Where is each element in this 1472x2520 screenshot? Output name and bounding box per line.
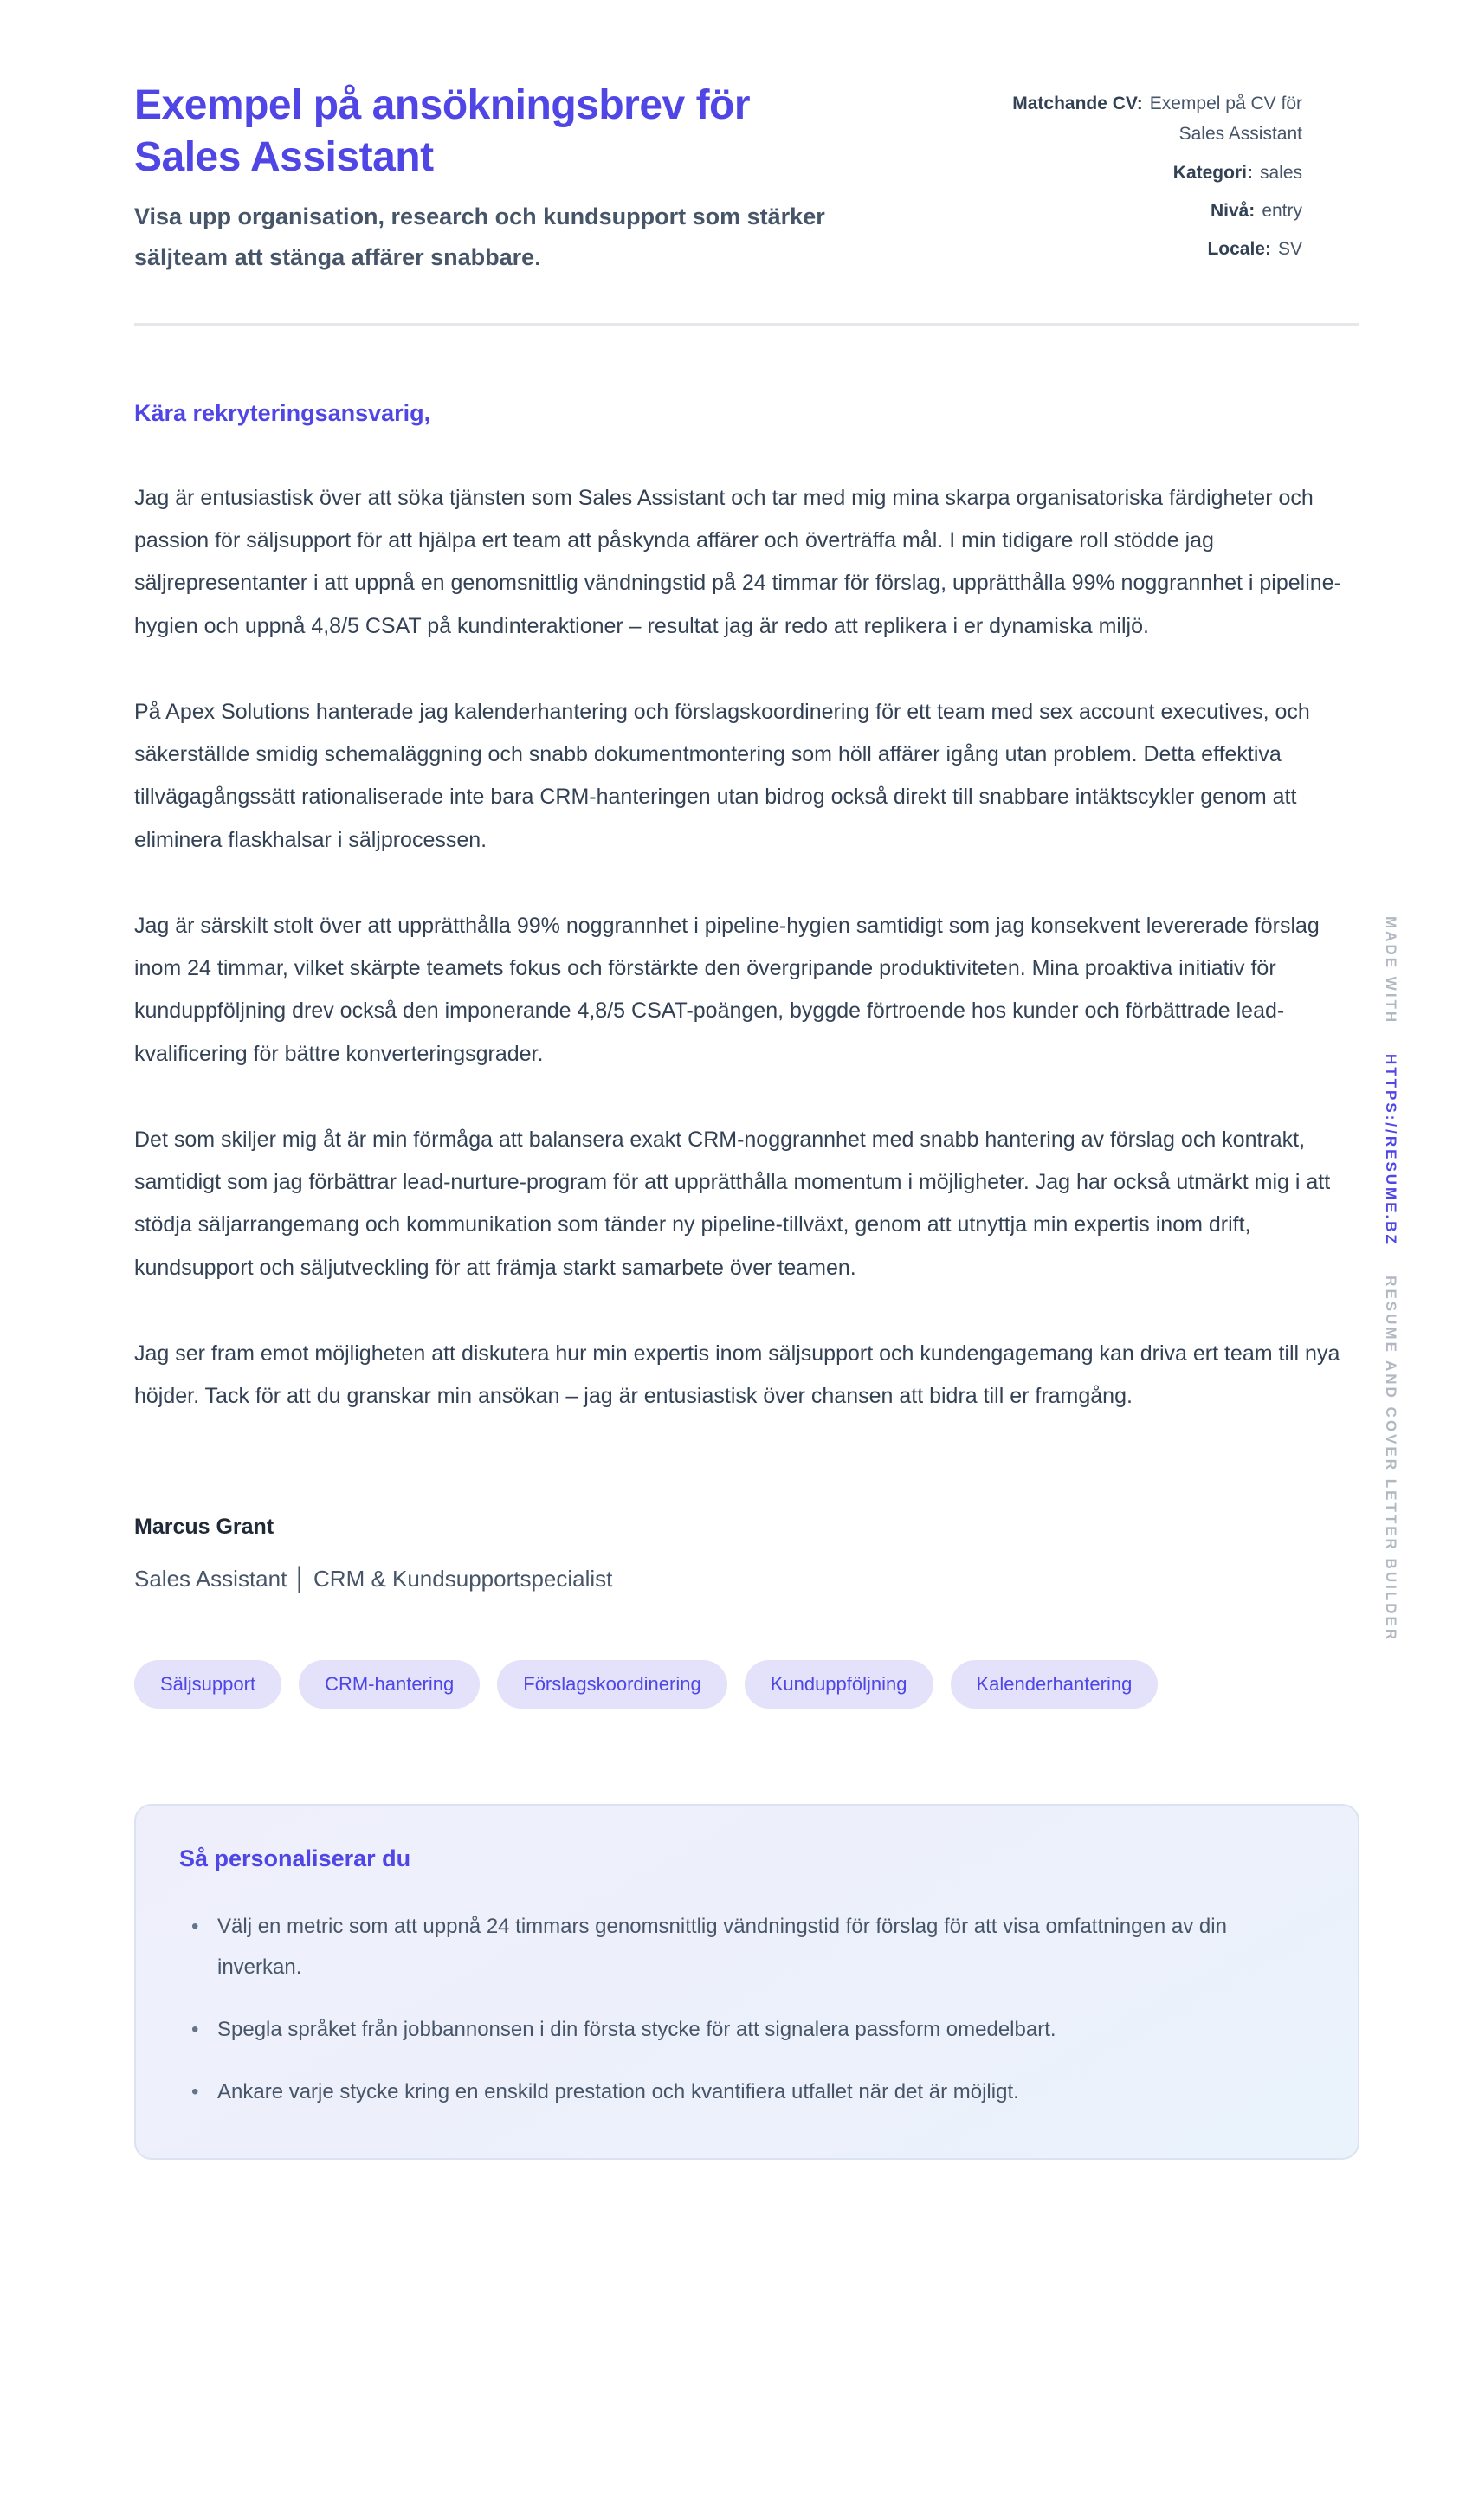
tips-list xyxy=(179,1907,1314,2112)
tips-title: Så personaliserar du xyxy=(179,1845,411,1872)
meta-label-matching-cv: Matchande CV: xyxy=(1012,94,1143,113)
meta-category xyxy=(987,158,1302,188)
meta-label-level: Nivå: xyxy=(1210,200,1256,221)
letter-paragraph-1: Jag är entusiastisk över att söka tjänsten som Sales Assistant och tar med mig mina skarpa organisatoriska färdigheter och passion för säljsupport för att hjälpa ert team att påskynda affärer och överträffa mål. I min tidigare roll stödde jag säljrepresentanter i att uppnå en genomsnittlig vändningstid på 24 timmar för förslag, upprätthålla 99% noggrannhet i pipeline-hygien och uppnå 4,8/5 CSAT på kundinteraktioner – resultat jag är redo att replikera i er dynamiska miljö. xyxy=(134,485,1341,638)
watermark-builder-label: RESUME AND COVER LETTER BUILDER xyxy=(1383,1276,1399,1643)
meta-value-locale: SV xyxy=(1277,239,1302,260)
meta-label-category: Kategori: xyxy=(1172,162,1253,183)
meta-panel xyxy=(987,80,1359,272)
tip-item-2: • Spegla språket från jobbannonsen i din första stycke för att signalera passform omedelbart. xyxy=(179,2010,1314,2050)
tip-item-3: • Ankare varje stycke kring en enskild prestation och kvantifiera utfallet när det är möjligt. xyxy=(179,2072,1314,2112)
header xyxy=(134,80,1359,278)
signature-block xyxy=(134,1515,1359,1593)
skill-pill-kalenderhantering: Kalenderhantering xyxy=(951,1660,1159,1709)
personalization-tips-box xyxy=(134,1804,1359,2159)
letter-paragraph-5: Jag ser fram emot möjligheten att diskutera hur min expertis inom säljsupport och kundengagemang kan driva ert team till nya höjder. Tack för att du granskar min ansökan – jag är entusiastisk över chansen att bidra till er framgång. xyxy=(134,1341,1340,1409)
meta-value-level: entry xyxy=(1262,200,1302,221)
made-with-watermark xyxy=(1382,916,1399,1642)
header-title-block xyxy=(134,80,827,278)
letter-paragraph-4: Det som skiljer mig åt är min förmåga att balansera exakt CRM-noggrannhet med snabb hantering av förslag och kontrakt, samtidigt som jag förbättrar lead-nurture-program för att upprätthålla momentum i möjligheter. Jag har också utmärkt mig i att stödja säljarrangemang och kommunikation som tänder ny pipeline-tillväxt, genom att utnyttja min expertis inom drift, kundsupport och säljutveckling för att främja starkt samarbete över teamen. xyxy=(134,1127,1331,1280)
skill-pill-saljsupport: Säljsupport xyxy=(134,1660,281,1709)
page-subtitle: Visa upp organisation, research och kundsupport som stärker säljteam att stänga affärer snabbare. xyxy=(134,203,825,270)
meta-value-matching-cv: Exempel på CV för Sales Assistant xyxy=(1149,94,1302,145)
meta-locale xyxy=(987,234,1302,264)
letter-greeting: Kära rekryteringsansvarig, xyxy=(134,399,431,426)
letter-paragraph-3: Jag är särskilt stolt över att upprätthålla 99% noggrannhet i pipeline-hygien samtidigt som jag konsekvent levererade förslag inom 24 timmar, vilket skärpte teamets fokus och förstärkte den övergripande produktiviteten. Mina proaktiva initiativ för kunduppföljning drev också den imponerande 4,8/5 CSAT-poängen, byggde förtroende hos kunder och förbättrade lead-kvalificering för bättre konverteringsgrader. xyxy=(134,913,1320,1066)
signature-name: Marcus Grant xyxy=(134,1515,274,1540)
watermark-made-with-label: MADE WITH xyxy=(1383,916,1399,1025)
meta-value-category: sales xyxy=(1259,162,1302,183)
letter-paragraph-2: På Apex Solutions hanterade jag kalenderhantering och förslagskoordinering för ett team med sex account executives, och säkerställde smidig schemaläggning och snabb dokumentmontering som höll affärer igång utan problem. Detta effektiva tillvägagångssätt rationaliserade inte bara CRM-hanteringen utan bidrog också direkt till snabbare intäktscykler genom att eliminera flaskhalsar i säljprocessen. xyxy=(134,699,1310,852)
skill-tags xyxy=(134,1660,1359,1709)
page-title: Exempel på ansökningsbrev för Sales Assistant xyxy=(134,82,751,181)
signature-role: Sales Assistant │ CRM & Kundsupportspecialist xyxy=(134,1566,613,1593)
skill-pill-crm-hantering: CRM-hantering xyxy=(299,1660,480,1709)
cover-letter-body xyxy=(134,400,1359,1593)
resume-bz-link[interactable]: HTTPS://RESUME.BZ xyxy=(1383,1054,1399,1247)
skill-pill-kunduppfoljning: Kunduppföljning xyxy=(745,1660,933,1709)
meta-label-locale: Locale: xyxy=(1207,239,1271,260)
meta-matching-cv xyxy=(987,88,1302,150)
meta-level xyxy=(987,196,1302,226)
tip-item-1: • Välj en metric som att uppnå 24 timmars genomsnittlig vändningstid för förslag för att visa omfattningen av din inverkan. xyxy=(179,1907,1314,1987)
header-divider xyxy=(134,323,1359,326)
skill-pill-forslagskoordinering: Förslagskoordinering xyxy=(497,1660,726,1709)
